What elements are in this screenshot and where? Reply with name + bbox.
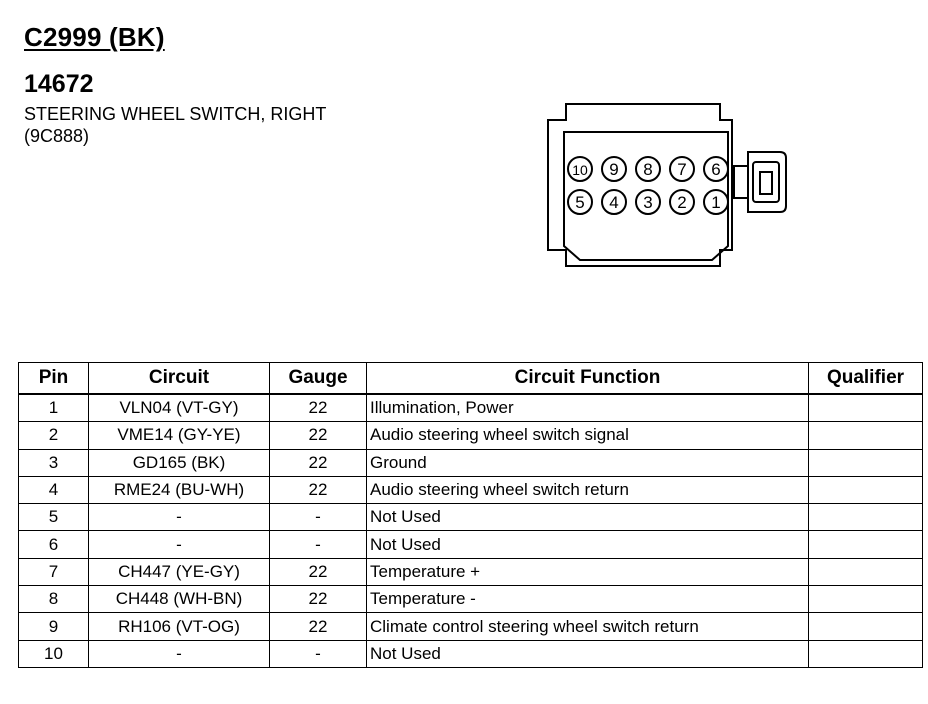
cell-circuit-function: Not Used [367, 640, 809, 667]
cell-qualifier [809, 422, 923, 449]
pin-number-label: 6 [711, 160, 721, 179]
cell-qualifier [809, 531, 923, 558]
pin-number-label: 5 [575, 193, 585, 212]
cell-qualifier [809, 586, 923, 613]
cell-pin: 4 [19, 476, 89, 503]
connector-latch-base [734, 166, 748, 198]
connector-latch-inner [753, 162, 779, 202]
pin-cavity-group [568, 157, 728, 214]
cell-circuit-function: Climate control steering wheel switch return [367, 613, 809, 640]
part-number: 14672 [24, 70, 94, 98]
pin-number-label: 7 [677, 160, 687, 179]
pin-number-label: 9 [609, 160, 619, 179]
pin-number-label: 8 [643, 160, 653, 179]
pinout-table [18, 362, 923, 668]
cell-circuit-function: Not Used [367, 531, 809, 558]
pin-number-label: 2 [677, 193, 687, 212]
cell-gauge: 22 [270, 586, 367, 613]
cell-gauge: - [270, 640, 367, 667]
cell-qualifier [809, 476, 923, 503]
cell-circuit: - [89, 640, 270, 667]
cell-circuit: VME14 (GY-YE) [89, 422, 270, 449]
cell-circuit: RME24 (BU-WH) [89, 476, 270, 503]
cell-circuit: - [89, 531, 270, 558]
cell-pin: 6 [19, 531, 89, 558]
cell-circuit: CH448 (WH-BN) [89, 586, 270, 613]
table-row [19, 504, 923, 531]
cell-circuit: RH106 (VT-OG) [89, 613, 270, 640]
cell-circuit-function: Not Used [367, 504, 809, 531]
cell-pin: 1 [19, 394, 89, 422]
cell-circuit-function: Temperature - [367, 586, 809, 613]
cell-circuit-function: Ground [367, 449, 809, 476]
header-circuit: Circuit [89, 363, 270, 395]
cell-gauge: 22 [270, 422, 367, 449]
table-row [19, 422, 923, 449]
cell-gauge: - [270, 504, 367, 531]
cell-gauge: 22 [270, 558, 367, 585]
cell-pin: 9 [19, 613, 89, 640]
cell-gauge: 22 [270, 394, 367, 422]
table-row [19, 640, 923, 667]
pin-number-label: 3 [643, 193, 653, 212]
cell-qualifier [809, 613, 923, 640]
connector-face-diagram [540, 96, 800, 272]
connector-latch-tab [760, 172, 772, 194]
pin-number-label: 10 [572, 162, 588, 178]
cell-pin: 10 [19, 640, 89, 667]
cell-circuit-function: Illumination, Power [367, 394, 809, 422]
cell-gauge: 22 [270, 476, 367, 503]
header-gauge: Gauge [270, 363, 367, 395]
cell-qualifier [809, 394, 923, 422]
description-line: STEERING WHEEL SWITCH, RIGHT [24, 104, 327, 124]
header-circuit-function: Circuit Function [367, 363, 809, 395]
pin-number-label: 4 [609, 193, 619, 212]
cell-circuit: CH447 (YE-GY) [89, 558, 270, 585]
part-code: (9C888) [24, 126, 90, 146]
table-row [19, 586, 923, 613]
table-row [19, 394, 923, 422]
cell-circuit-function: Audio steering wheel switch return [367, 476, 809, 503]
cell-pin: 7 [19, 558, 89, 585]
table-row [19, 531, 923, 558]
cell-gauge: - [270, 531, 367, 558]
cell-qualifier [809, 504, 923, 531]
table-header-row [19, 363, 923, 395]
cell-pin: 3 [19, 449, 89, 476]
cell-circuit: VLN04 (VT-GY) [89, 394, 270, 422]
cell-gauge: 22 [270, 449, 367, 476]
cell-pin: 8 [19, 586, 89, 613]
cell-qualifier [809, 640, 923, 667]
cell-qualifier [809, 449, 923, 476]
table-row [19, 476, 923, 503]
pin-number-label: 1 [711, 193, 721, 212]
header-pin: Pin [19, 363, 89, 395]
cell-pin: 5 [19, 504, 89, 531]
table-row [19, 613, 923, 640]
cell-circuit: - [89, 504, 270, 531]
cell-circuit-function: Temperature + [367, 558, 809, 585]
header-qualifier: Qualifier [809, 363, 923, 395]
cell-qualifier [809, 558, 923, 585]
connector-id-title: C2999 (BK) [24, 22, 165, 52]
connector-housing-outline [548, 104, 732, 266]
connector-description [24, 103, 326, 147]
cell-circuit: GD165 (BK) [89, 449, 270, 476]
cell-circuit-function: Audio steering wheel switch signal [367, 422, 809, 449]
cell-pin: 2 [19, 422, 89, 449]
cell-gauge: 22 [270, 613, 367, 640]
table-row [19, 449, 923, 476]
table-row [19, 558, 923, 585]
